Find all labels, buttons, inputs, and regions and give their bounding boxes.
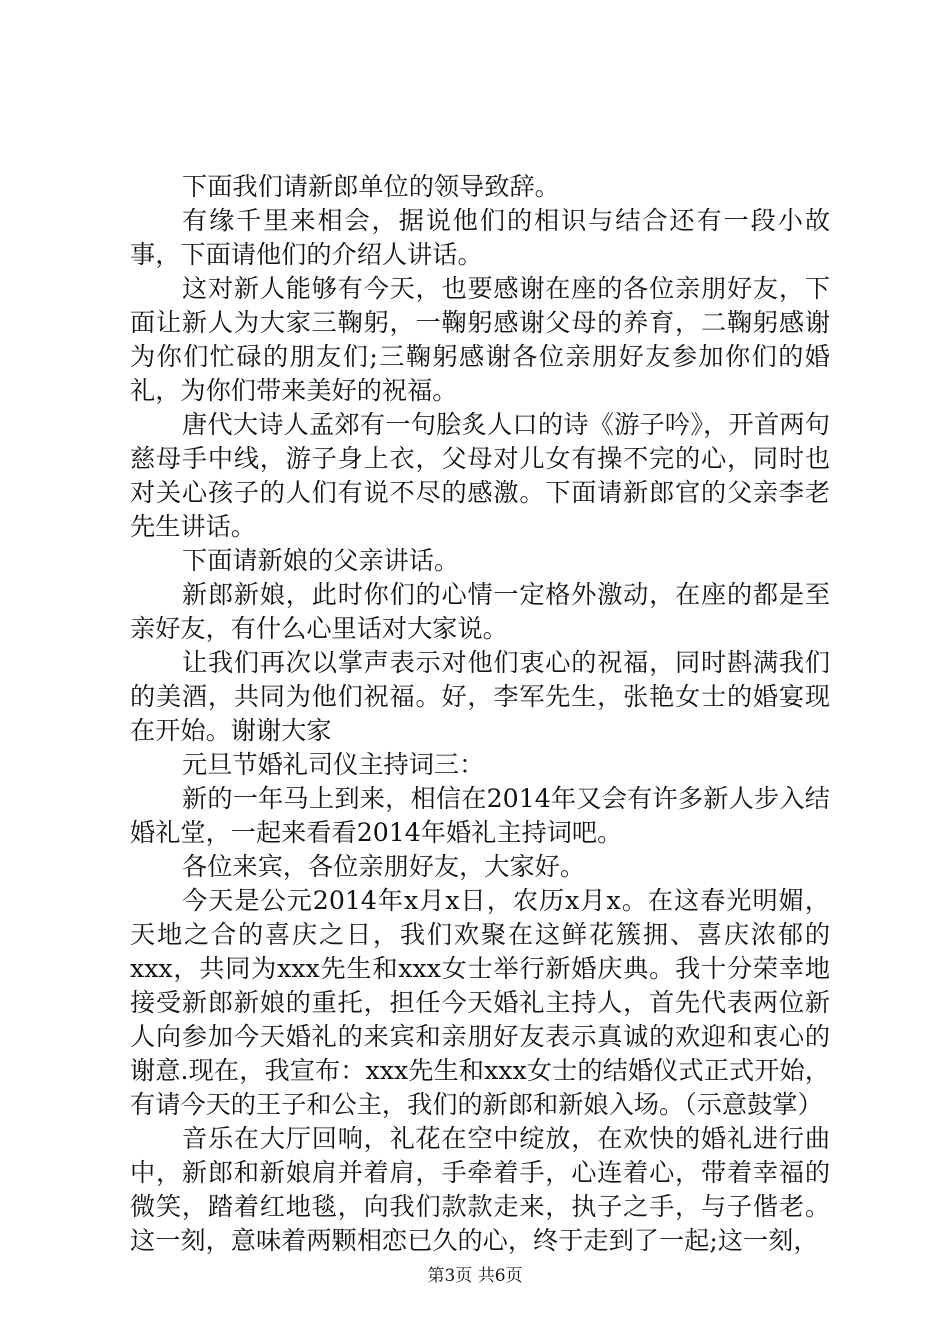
paragraph: 这对新人能够有今天，也要感谢在座的各位亲朋好友，下面让新人为大家三鞠躬，一鞠躬感谢父母的养育，二鞠躬感谢为你们忙碌的朋友们;三鞠躬感谢各位亲朋好友参加你们的婚礼，为你们带来美好的祝福。 (130, 274, 830, 405)
section-heading: 元旦节婚礼司仪主持词三： (182, 750, 485, 779)
paragraph: 今天是公元2014年x月x日，农历x月x。在这春光明媚，天地之合的喜庆之日，我们欢聚在这鲜花簇拥、喜庆浓郁的xxx，共同为xxx先生和xxx女士举行新婚庆典。我十分荣幸地接受新郎新娘的重托，担任今天婚礼主持人，首先代表两位新人向参加今天婚礼的来宾和亲朋好友表示真诚的欢迎和衷心的谢意.现在，我宣布：xxx先生和xxx女士的结婚仪式正式开始，有请今天的王子和公主，我们的新郎和新娘入场。（示意鼓掌） (130, 886, 830, 1119)
document-body (130, 170, 830, 1258)
paragraph: 新郎新娘，此时你们的心情一定格外激动，在座的都是至亲好友，有什么心里话对大家说。 (130, 580, 830, 643)
paragraph: 下面我们请新郎单位的领导致辞。 (182, 172, 560, 201)
page-number-footer: 第3页 共6页 (427, 1266, 523, 1286)
paragraph: 唐代大诗人孟郊有一句脍炙人口的诗《游子吟》，开首两句慈母手中线，游子身上衣，父母对儿女有操不完的心，同时也对关心孩子的人们有说不尽的感激。下面请新郎官的父亲李老先生讲话。 (130, 410, 830, 541)
paragraph: 新的一年马上到来，相信在2014年又会有许多新人步入结婚礼堂，一起来看看2014年婚礼主持词吧。 (130, 784, 830, 847)
paragraph: 让我们再次以掌声表示对他们衷心的祝福，同时斟满我们的美酒，共同为他们祝福。好，李军先生，张艳女士的婚宴现在开始。谢谢大家 (130, 648, 830, 745)
paragraph: 下面请新娘的父亲讲话。 (182, 546, 460, 575)
paragraph: 有缘千里来相会，据说他们的相识与结合还有一段小故事，下面请他们的介绍人讲话。 (130, 206, 830, 269)
paragraph: 音乐在大厅回响，礼花在空中绽放，在欢快的婚礼进行曲中，新郎和新娘肩并着肩，手牵着手，心连着心，带着幸福的微笑，踏着红地毯，向我们款款走来，执子之手，与子偕老。这一刻，意味着两颗相恋已久的心，终于走到了一起;这一刻， (130, 1124, 830, 1255)
paragraph: 各位来宾，各位亲朋好友，大家好。 (182, 852, 585, 881)
